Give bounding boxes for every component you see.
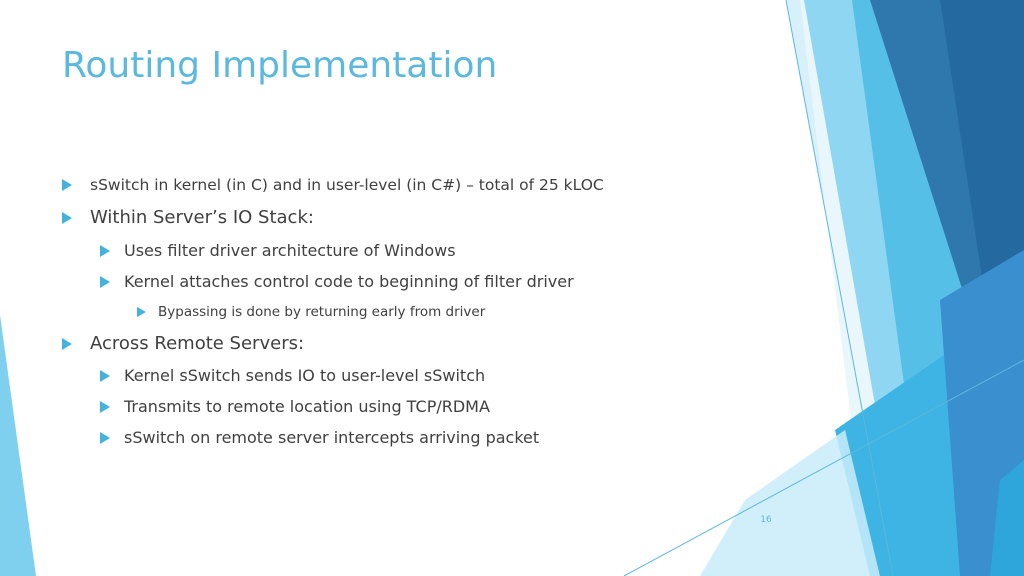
page-number: 16 [760,515,772,525]
triangle-right-icon [100,401,110,413]
bullet-item-7 [100,366,485,385]
bullet-item-1 [62,176,604,194]
bullet-text: Kernel attaches control code to beginning of filter driver [124,272,574,291]
bullet-item-2 [62,207,314,228]
triangle-right-icon [62,212,72,224]
bullet-text: Across Remote Servers: [90,333,305,354]
bullet-text: sSwitch in kernel (in C) and in user-level (in C#) – total of 25 kLOC [90,176,604,194]
bullet-text: sSwitch on remote server intercepts arriving packet [124,428,540,447]
bullet-text: Uses filter driver architecture of Windows [124,241,456,260]
bullet-text: Kernel sSwitch sends IO to user-level sSwitch [124,366,486,385]
triangle-right-icon [100,432,110,444]
triangle-right-icon [100,276,110,288]
triangle-right-icon [100,245,110,257]
bullet-item-4 [100,272,574,291]
bullet-text: Within Server’s IO Stack: [90,207,314,228]
bullet-item-5 [137,304,485,320]
triangle-right-icon [100,370,110,382]
bullet-item-9 [100,428,539,447]
bullet-item-3 [100,241,456,260]
triangle-right-icon [137,307,146,317]
bullet-text: Transmits to remote location using TCP/RDMA [124,397,490,416]
triangle-right-icon [62,338,72,350]
bullet-text: Bypassing is done by returning early from driver [158,304,486,320]
slide-title: Routing Implementation [62,45,498,86]
triangle-right-icon [62,179,72,191]
left-edge-shape [0,315,36,576]
bullet-item-6 [62,333,304,354]
bullet-item-8 [100,397,490,416]
